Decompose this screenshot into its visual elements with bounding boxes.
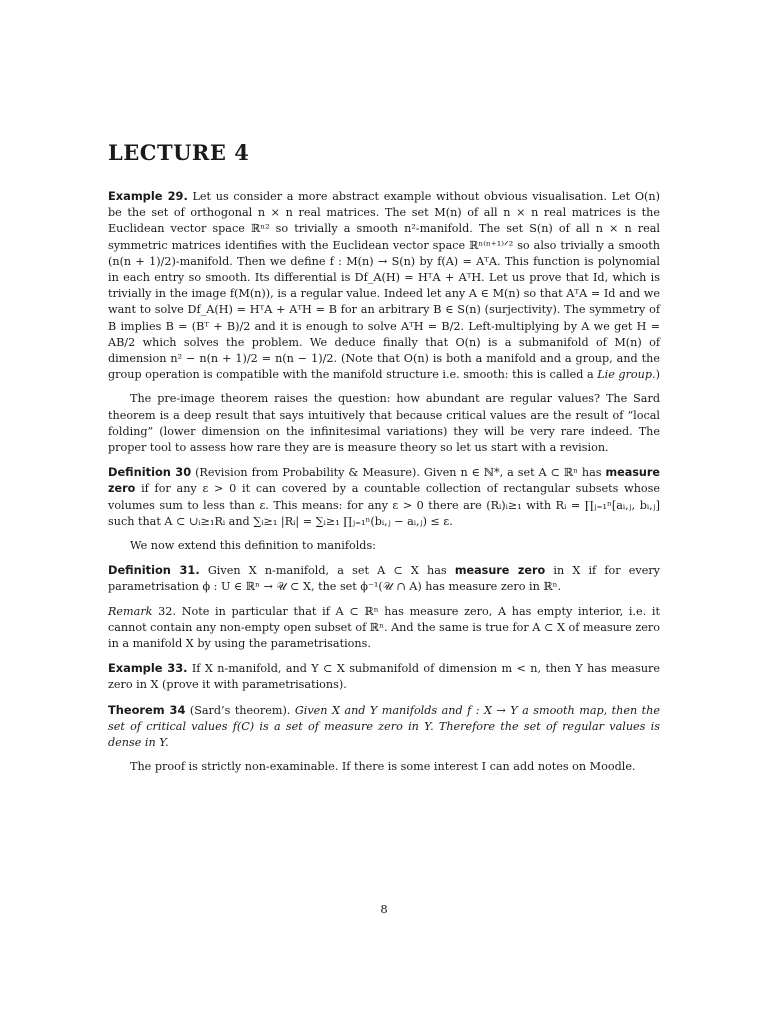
theorem-34 [108, 702, 660, 752]
page-body [108, 188, 660, 784]
definition-30-term: measure zero [108, 466, 660, 496]
remark-32-number: 32. [158, 604, 176, 618]
example-29-text: Let us consider a more abstract example without obvious visualisation. Let O(n) be the set of orthogonal n × n real matrices. The set M(n) of all n × n real matrices is the Euclidean vector space ℝⁿ² so trivially a smooth n²-manifold. The set S(n) of all n × n real symmetric matrices identifies with the Euclidean vector space ℝⁿ⁽ⁿ⁺¹⁾ᐟ² so also trivially a smooth (n(n + 1)/2)-manifold. Then we define f : M(n) → S(n) by f(A) = AᵀA. This function is polynomial in each entry so smooth. Its differential is Df_A(H) = HᵀA + AᵀH. Let us prove that Id, which is trivially in the image f(M(n)), is a regular value. Indeed let any A ∈ M(n) so that AᵀA = Id and we want to solve Df_A(H) = HᵀA + AᵀH = B for an arbitrary B ∈ S(n) (surjectivity). The symmetry of B implies B = (Bᵀ + B)/2 and it is enough to solve AᵀH = B/2. Left-multiplying by A we get H = AB/2 which solves the problem. We deduce finally that O(n) is a submanifold of M(n) of dimension n² − n(n + 1)/2 = n(n − 1)/2. (Note that O(n) is both a manifold and a group, and the group operation is compatible with the manifold structure i.e. smooth: this is called a [108, 190, 660, 382]
definition-31-text-2: in X if for every parametrisation ϕ : U ∈ ℝⁿ → 𝒰 ⊂ X, the set ϕ⁻¹(𝒰 ∩ A) has measure zero in ℝⁿ. [108, 564, 661, 594]
theorem-34-label: Theorem 34 [108, 702, 186, 717]
remark-32-text: Note in particular that if A ⊂ ℝⁿ has measure zero, A has empty interior, i.e. it cannot contain any non-empty open subset of ℝⁿ. And the same is true for A ⊂ X of measure zero in a manifold X by using the parametrisations. [108, 604, 661, 651]
definition-30-text-2: if for any ε > 0 it can covered by a countable collection of rectangular subsets whose volumes sum to less than ε. This means: for any ε > 0 there are (Rᵢ)ᵢ≥₁ with Rᵢ = ∏ⱼ₌₁ⁿ[aᵢ,ⱼ, bᵢ,ⱼ] such that A ⊂ ∪ᵢ≥₁Rᵢ and ∑ᵢ≥₁ |Rᵢ| = ∑ᵢ≥₁ ∏ⱼ₌₁ⁿ(bᵢ,ⱼ − aᵢ,ⱼ) ≤ ε. [108, 482, 660, 528]
remark-32-label: Remark [108, 604, 153, 618]
remark-32 [108, 604, 660, 653]
example-33 [108, 660, 660, 693]
definition-31-term: measure zero [454, 564, 546, 578]
definition-30-text-1: Given n ∈ ℕ*, a set A ⊂ ℝⁿ has [423, 466, 602, 480]
lecture-title: LECTURE 4 [108, 140, 250, 165]
theorem-34-text: Given X and Y manifolds and f : X → Y a smooth map, then the set of critical values f(C) is a set of measure zero in Y. Therefore the set of regular values is dense in Y. [108, 703, 660, 750]
example-29 [108, 188, 660, 383]
theorem-34-paren: (Sard’s theorem). [189, 703, 291, 717]
definition-31-label: Definition 31. [108, 563, 200, 578]
sard-intro-paragraph: The pre-image theorem raises the question: how abundant are regular values? The Sard theorem is a deep result that says intuitively that because critical values are the result of “local folding” (lower dimension on the infinitesimal variations) they will be very rare indeed. The proper tool to assess how rare they are is measure theory so let us start with a revision. [108, 392, 660, 455]
definition-30-label: Definition 30 [108, 465, 192, 480]
example-33-label: Example 33. [108, 661, 188, 676]
example-29-label: Example 29. [108, 189, 188, 203]
lie-group-term: Lie group. [597, 368, 656, 382]
definition-30-paren: (Revision from Probability & Measure). [195, 466, 420, 480]
definition-31 [108, 562, 660, 595]
extend-paragraph: We now extend this definition to manifolds: [130, 539, 376, 553]
example-33-text: If X n-manifold, and Y ⊂ X submanifold of dimension m < n, then Y has measure zero in X (prove it with parametrisations). [108, 662, 660, 692]
proof-note-paragraph: The proof is strictly non-examinable. If there is some interest I can add notes on Moodle. [130, 760, 636, 774]
definition-30 [108, 464, 660, 530]
page-number: 8 [380, 902, 388, 916]
example-29-close: ) [655, 368, 660, 382]
definition-31-text-1: Given X n-manifold, a set A ⊂ X has [207, 564, 447, 578]
